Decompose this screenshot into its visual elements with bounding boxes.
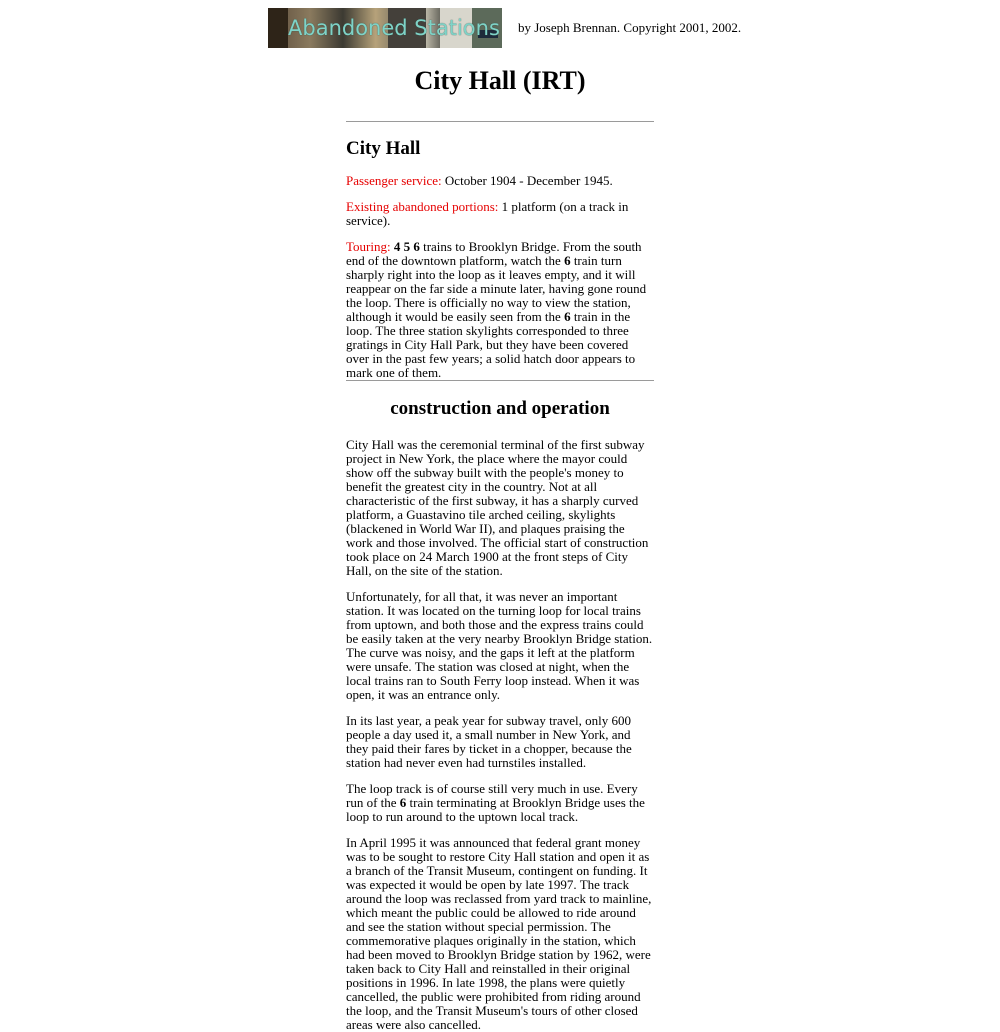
body-paragraph: In April 1995 it was announced that federal grant money was to be sought to restore City Hall station and open it as a branch of the Transit Museum, contingent on funding. It was expected it would be open by late 1997. The track around the loop was reclassed from yard track to mainline, which meant the public could be allowed to ride around and see the station without special permission. The commemorative plaques originally in the station, which had been moved to Brooklyn Bridge station by 1962, were taken back to City Hall and reinstalled in their original positions in 1996. In late 1998, the plans were quietly cancelled, the public were prohibited from riding around the loop, and the Transit Museum's tours of other closed areas were also cancelled. xyxy=(346,835,652,1032)
divider xyxy=(346,121,654,122)
touring-info xyxy=(346,240,654,380)
train-6-bullet: 6 xyxy=(399,795,407,810)
page-title: City Hall (IRT) xyxy=(414,66,586,95)
touring-label: Touring: xyxy=(346,239,391,254)
existing-portions-label: Existing abandoned portions: xyxy=(346,199,499,214)
banner-title: Abandoned Stations xyxy=(288,16,500,40)
byline: by Joseph Brennan. Copyright 2001, 2002. xyxy=(518,20,742,35)
passenger-service-value: October 1904 - December 1945. xyxy=(441,173,613,188)
body-paragraph: Unfortunately, for all that, it was never an important station. It was located on the turning loop for local trains from uptown, and both those and the express trains could be easily taken at the very nearby Brooklyn Bridge station. The curve was noisy, and the gaps it left at the platform were unsafe. The station was closed at night, when the local trains ran to South Ferry loop instead. When it was open, it was an entrance only. xyxy=(346,589,653,702)
passenger-service-info xyxy=(346,174,654,188)
existing-portions-value: 1 platform (on a track in service). xyxy=(346,199,629,228)
body-paragraph: In its last year, a peak year for subway travel, only 600 people a day used it, a small number in New York, and they paid their fares by ticket in a chopper, because the station had never even had turnstiles installed. xyxy=(346,713,632,770)
divider xyxy=(346,380,654,381)
section-heading-construction: construction and operation xyxy=(390,398,610,419)
header xyxy=(268,8,748,48)
body-text: The loop track is of course still very much in use. Every run of the xyxy=(346,781,638,810)
existing-portions-info xyxy=(346,200,654,228)
body-paragraph xyxy=(346,782,654,824)
touring-text: train in the loop. The three station skylights corresponded to three gratings in City Hall Park, but they have been covered over in the past few years; a solid hatch door appears to mark one of them. xyxy=(346,309,636,380)
train-6-bullet: 6 xyxy=(564,253,571,268)
train-6-bullet: 6 xyxy=(564,309,571,324)
abandoned-stations-banner[interactable] xyxy=(268,8,502,48)
touring-text: train turn sharply right into the loop as it leaves empty, and it will reappear on the far side a minute later, having gone round the loop. There is officially no way to view the station, although it would be easily seen from the xyxy=(346,253,647,324)
passenger-service-label: Passenger service: xyxy=(346,173,442,188)
body-text: train terminating at Brooklyn Bridge uses the loop to run around to the uptown local track. xyxy=(346,795,645,824)
touring-trains: 4 5 6 xyxy=(393,239,420,254)
touring-text: trains to Brooklyn Bridge. From the south end of the downtown platform, watch the xyxy=(346,239,642,268)
body-paragraph: City Hall was the ceremonial terminal of the first subway project in New York, the place where the mayor could show off the subway built with the people's money to benefit the greatest city in the country. Not at all characteristic of the first subway, it has a sharply curved platform, a Guastavino tile arched ceiling, skylights (blackened in World War II), and plaques praising the work and those involved. The official start of construction took place on 24 March 1900 at the front steps of City Hall, on the site of the station. xyxy=(346,437,649,578)
section-heading-city-hall: City Hall xyxy=(346,138,421,159)
main-column xyxy=(346,121,654,1032)
banner-photo-tile xyxy=(268,8,288,48)
